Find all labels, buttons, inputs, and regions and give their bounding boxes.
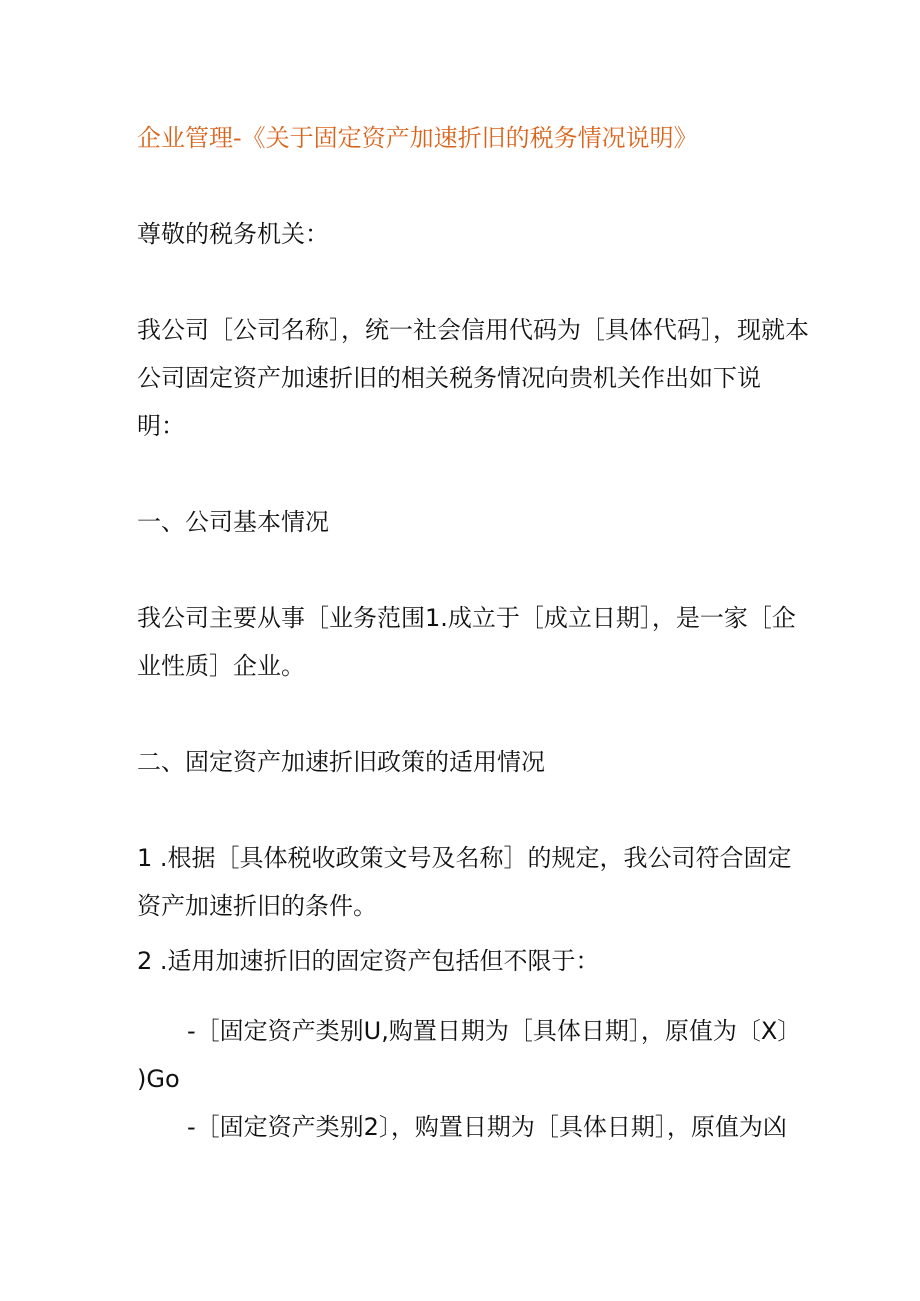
basic-info-line-1: 我公司主要从事［业务范围1.成立于［成立日期］，是一家［企 <box>137 604 796 632</box>
asset-item-1-line-1: -［固定资产类别U,购置日期为［具体日期］，原值为〔X〕 <box>187 1017 802 1045</box>
asset-item-2: -［固定资产类别2〕，购置日期为［具体日期］，原值为凶 <box>187 1113 787 1141</box>
basic-info-line-2: 业性质］企业。 <box>137 652 305 680</box>
document-title: 企业管理-《关于固定资产加速折旧的税务情况说明》 <box>137 124 698 152</box>
policy-item-1-line-2: 资产加速折旧的条件。 <box>137 892 377 920</box>
section-heading-basic-info: 一、公司基本情况 <box>137 508 329 536</box>
intro-line-3: 明： <box>137 412 185 440</box>
section-heading-policy: 二、固定资产加速折旧政策的适用情况 <box>137 748 545 776</box>
asset-item-1-line-2: )Go <box>137 1065 180 1093</box>
intro-line-2: 公司固定资产加速折旧的相关税务情况向贵机关作出如下说 <box>137 364 761 392</box>
salutation: 尊敬的税务机关： <box>137 220 329 248</box>
intro-line-1: 我公司［公司名称］，统一社会信用代码为［具体代码］，现就本 <box>137 316 809 344</box>
policy-item-1-line-1: 1 .根据［具体税收政策文号及名称］的规定，我公司符合固定 <box>137 844 792 872</box>
policy-item-2: 2 .适用加速折旧的固定资产包括但不限于： <box>137 947 600 975</box>
